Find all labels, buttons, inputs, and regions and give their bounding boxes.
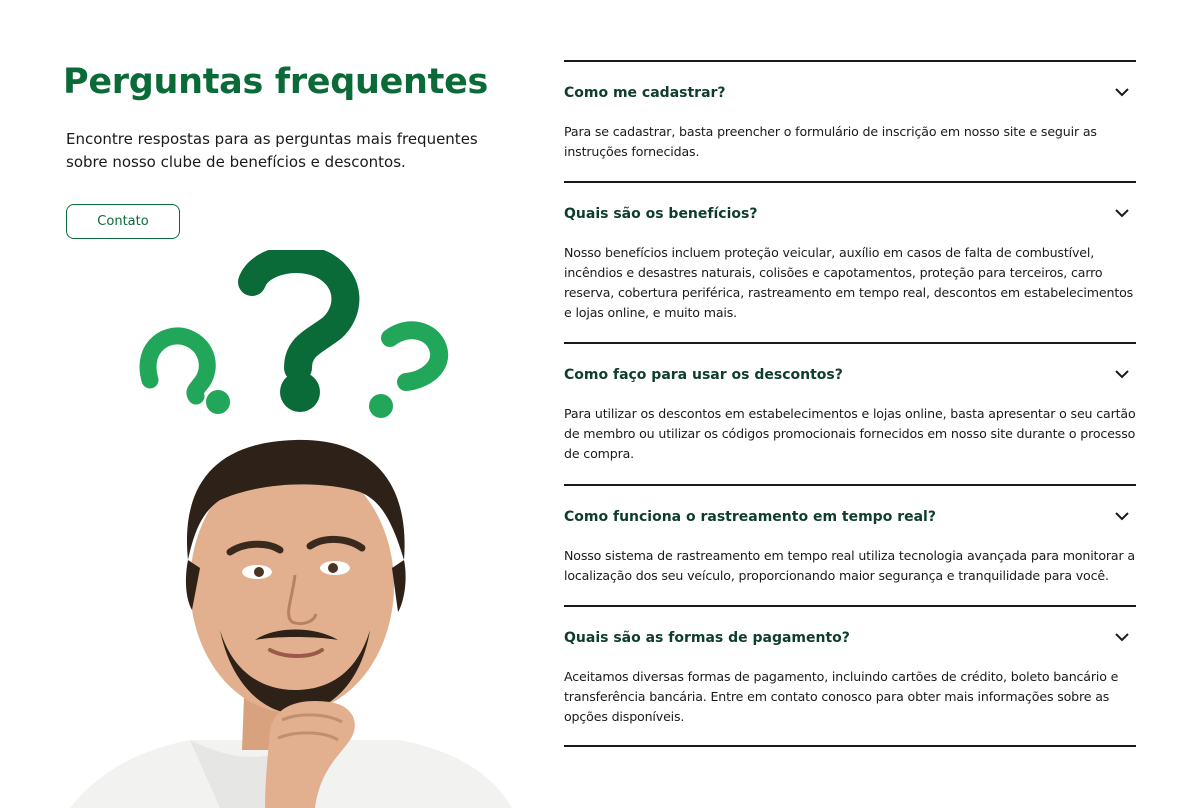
- faq-question[interactable]: Como faço para usar os descontos?: [564, 367, 843, 383]
- faq-question[interactable]: Como me cadastrar?: [564, 85, 726, 101]
- faq-question[interactable]: Quais são os benefícios?: [564, 206, 758, 222]
- intro-section: [0, 0, 540, 808]
- contact-button[interactable]: Contato: [66, 204, 180, 239]
- chevron-down-icon[interactable]: [1114, 84, 1130, 100]
- faq-answer: Aceitamos diversas formas de pagamento, incluindo cartões de crédito, boleto bancário e transferência bancária. Entre em contato conosco para obter mais informações sobre as opções disponíveis.: [564, 669, 1119, 724]
- chevron-down-icon[interactable]: [1114, 366, 1130, 382]
- page-title: Perguntas frequentes: [63, 62, 489, 102]
- faq-answer: Nosso sistema de rastreamento em tempo real utiliza tecnologia avançada para monitorar a localização dos seu veículo, proporcionando maior segurança e tranquilidade para você.: [564, 548, 1135, 583]
- faq-item[interactable]: [564, 605, 1136, 747]
- faq-accordion: [564, 60, 1136, 747]
- faq-item[interactable]: [564, 60, 1136, 181]
- faq-question[interactable]: Quais são as formas de pagamento?: [564, 630, 850, 646]
- page-subtitle: Encontre respostas para as perguntas mais frequentes sobre nosso clube de benefícios e descontos.: [66, 130, 478, 171]
- thinking-man-illustration: [70, 250, 530, 808]
- man-photo: [70, 440, 512, 808]
- faq-item[interactable]: [564, 181, 1136, 342]
- faq-item[interactable]: [564, 342, 1136, 484]
- chevron-down-icon[interactable]: [1114, 205, 1130, 221]
- faq-answer: Para utilizar os descontos em estabelecimentos e lojas online, basta apresentar o seu cartão de membro ou utilizar os códigos promocionais fornecidos em nosso site durante o processo de compra.: [564, 406, 1136, 461]
- chevron-down-icon[interactable]: [1114, 508, 1130, 524]
- faq-answer: Para se cadastrar, basta preencher o formulário de inscrição em nosso site e seguir as instruções fornecidas.: [564, 124, 1097, 159]
- chevron-down-icon[interactable]: [1114, 629, 1130, 645]
- question-marks-icon: [148, 259, 439, 418]
- faq-question[interactable]: Como funciona o rastreamento em tempo real?: [564, 509, 936, 525]
- faq-answer: Nosso benefícios incluem proteção veicular, auxílio em casos de falta de combustível, incêndios e desastres naturais, colisões e capotamentos, proteção para terceiros, carro reserva, cobertura periférica, rastreamento em tempo real, descontos em estabelecimentos e lojas online, e muito mais.: [564, 245, 1134, 320]
- faq-item[interactable]: [564, 484, 1136, 605]
